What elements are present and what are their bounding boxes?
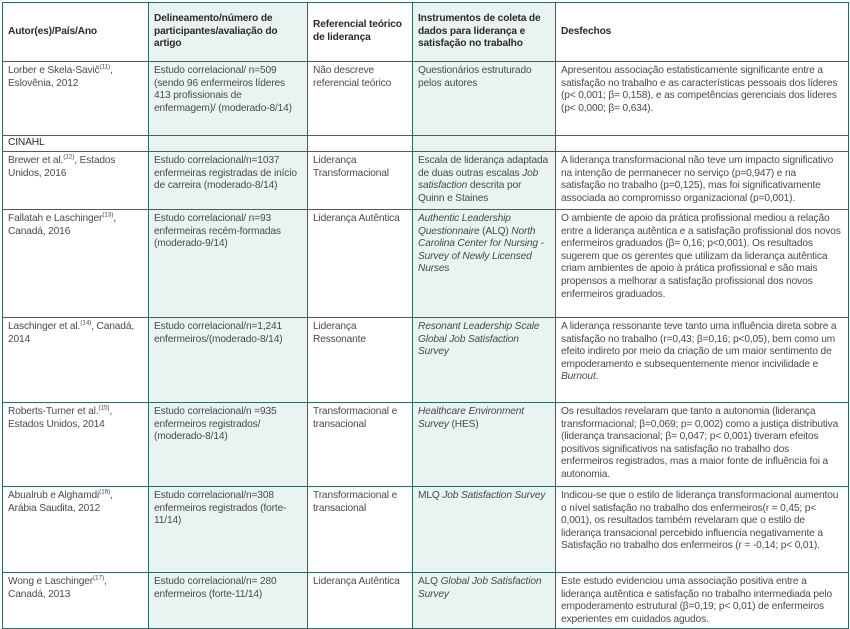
header-row xyxy=(3,3,849,62)
cell-design: Estudo correlacional/ n=509 (sendo 96 enfermeiros líderes 413 profissionais de enfermagem)/ (moderado-8/14) xyxy=(149,62,308,136)
cell-outcomes: Este estudo evidenciou uma associação positiva entre a liderança autêntica e satisfação no trabalho intermediada pelo empoderamento estrutural (β=0,19; p< 0,01) de enfermeiros experientes em cuidados agudos. xyxy=(556,573,849,629)
section-row xyxy=(3,136,849,152)
cell-instruments xyxy=(413,210,556,318)
cell-empty xyxy=(149,136,308,152)
cell-instruments xyxy=(413,403,556,487)
cell-framework: Não descreve referencial teórico xyxy=(308,62,413,136)
table-row xyxy=(3,62,849,136)
instrument-text: (ALQ) xyxy=(479,225,512,237)
header-outcomes: Desfechos xyxy=(556,3,849,62)
author-details: , Canadá, 2016 xyxy=(8,213,116,237)
header-design: Delineamento/número de participantes/avaliação do artigo xyxy=(149,3,308,62)
table-row xyxy=(3,152,849,210)
author-details: , Eslovênia, 2012 xyxy=(8,65,113,89)
cell-outcomes xyxy=(556,318,849,403)
cell-empty xyxy=(413,136,556,152)
cell-design: Estudo correlacional/n=308 enfermeiros registrados (forte-11/14) xyxy=(149,487,308,573)
cell-framework: Liderança Autêntica xyxy=(308,573,413,629)
table-row xyxy=(3,210,849,318)
instrument-title: Authentic Leadership Questionnaire xyxy=(418,213,511,237)
cell-design: Estudo correlacional/n=1,241 enfermeiros/(moderado-8/14) xyxy=(149,318,308,403)
table-row xyxy=(3,487,849,573)
reference-number: (17) xyxy=(93,574,105,582)
author-details: , Estados Unidos, 2014 xyxy=(8,406,113,430)
outcome-text: A liderança ressonante teve tanto uma influência direta sobre a satisfação no trabalho (r=0,43; β=0,16; p<0,05), bem como um efeito indireto por meio da criação de um maior sentimento de empoderamento e subsequentemente menor incivilidade e xyxy=(561,321,837,370)
cell-author xyxy=(3,403,149,487)
author-name: Fallatah e Laschinger xyxy=(8,213,103,224)
reference-number: (11) xyxy=(99,63,111,71)
instrument-text: (HES) xyxy=(448,418,479,430)
cell-design: Estudo correlacional/n=1037 enfermeiras registradas de início de carreira (moderado-8/14) xyxy=(149,152,308,210)
reference-number: (16) xyxy=(99,488,111,496)
cell-empty xyxy=(308,136,413,152)
cell-outcomes: O ambiente de apoio da prática profissional mediou a relação entre a liderança autêntica e a satisfação profissional dos novos enfermeiros graduados (β= 0,16; p<0,001). Os resultados sugerem que os gerentes que utilizam da liderança autêntica criam ambientes de apoio à prática profissional e são mais propensos a melhorar a satisfação profissional dos novos enfermeiros graduados. xyxy=(556,210,849,318)
review-table xyxy=(2,2,849,629)
author-name: Wong e Laschinger xyxy=(8,576,94,587)
author-details: , Canadá, 2014 xyxy=(8,321,135,345)
cell-framework: Liderança Ressonante xyxy=(308,318,413,403)
outcome-term: Burnout xyxy=(561,371,596,383)
instrument-title: North Carolina Center for Nursing - Survey of Newly Licensed Nurses xyxy=(418,225,544,275)
table-row xyxy=(3,403,849,487)
author-name: Abualrub e Alghamdi xyxy=(8,490,100,501)
cell-author xyxy=(3,487,149,573)
cell-design: Estudo correlacional/ n=93 enfermeiras recém-formadas (moderado-9/14) xyxy=(149,210,308,318)
reference-number: (15) xyxy=(98,404,110,412)
cell-empty xyxy=(556,136,849,152)
table-row xyxy=(3,318,849,403)
instrument-text: Escala de liderança adaptada de duas outras escalas xyxy=(418,155,549,179)
author-name: Roberts-Turner et al. xyxy=(8,406,99,417)
cell-author xyxy=(3,210,149,318)
cell-outcomes: Os resultados revelaram que tanto a autonomia (liderança transformacional; β=0,069; p= 0,002) como a justiça distributiva (liderança transacional; β= 0,047; p< 0,001) tiveram efeitos positivos significativos na satisfação no trabalho dos enfermeiros registrados, mas a maior fonte de influência foi a autonomia. xyxy=(556,403,849,487)
instrument-text: descrita por Quinn e Staines xyxy=(418,180,522,204)
cell-framework: Transformacional e transacional xyxy=(308,403,413,487)
instrument-title: Global Job Satisfaction Survey xyxy=(418,576,542,600)
author-name: Laschinger et al. xyxy=(8,321,81,332)
author-details: , Canadá, 2013 xyxy=(8,576,107,600)
cell-outcomes: Indicou-se que o estilo de liderança transformacional aumentou o nível satisfação no trabalho dos enfermeiros(r = 0,45; p< 0,001), os resultados também revelaram que o estilo de liderança transacional percebido influencia negativamente a Satisfação no trabalho dos enfermeiros (r = -0,14; p< 0,01). xyxy=(556,487,849,573)
cell-author xyxy=(3,62,149,136)
author-name: Brewer et al. xyxy=(8,155,64,166)
header-instruments: Instrumentos de coleta de dados para liderança e satisfação no trabalho xyxy=(413,3,556,62)
author-details: , Arábia Saudita, 2012 xyxy=(8,490,113,514)
instrument-title: Job satisfaction xyxy=(418,167,539,192)
header-author: Autor(es)/País/Ano xyxy=(3,3,149,62)
cell-design: Estudo correlacional/n =935 enfermeiros registrados/ (moderado-8/14) xyxy=(149,403,308,487)
cell-instruments xyxy=(413,318,556,403)
cell-author xyxy=(3,573,149,629)
cell-design: Estudo correlacional/n= 280 enfermeiros (forte-11/14) xyxy=(149,573,308,629)
instrument-text: ALQ xyxy=(418,576,441,587)
author-details: , Estados Unidos, 2016 xyxy=(8,155,116,179)
cell-framework: Transformacional e transacional xyxy=(308,487,413,573)
author-name: Lorber e Skela-Savič xyxy=(8,65,100,76)
cell-instruments: Questionários estruturado pelos autores xyxy=(413,62,556,136)
instrument-title: Job Satisfaction Survey xyxy=(442,490,546,501)
table-row xyxy=(3,573,849,629)
header-framework: Referencial teórico de liderança xyxy=(308,3,413,62)
outcome-text: . xyxy=(595,371,599,383)
reference-number: (13) xyxy=(102,211,114,219)
instrument-text: MLQ xyxy=(418,490,443,501)
cell-instruments xyxy=(413,573,556,629)
cell-instruments xyxy=(413,487,556,573)
cell-framework: Liderança Transformacional xyxy=(308,152,413,210)
instrument-title: Healthcare Environment Survey xyxy=(418,406,524,430)
cell-framework: Liderança Autêntica xyxy=(308,210,413,318)
reference-number: (12) xyxy=(63,153,75,161)
cell-author xyxy=(3,152,149,210)
section-label: CINAHL xyxy=(3,136,149,152)
cell-author xyxy=(3,318,149,403)
cell-outcomes: A liderança transformacional não teve um impacto significativo na intenção de permanecer no serviço (p=0,947) e na satisfação no trabalho (p=0,125), mas foi significativamente associada ao compromisso organizacional (p=0,001). xyxy=(556,152,849,210)
cell-outcomes: Apresentou associação estatisticamente significante entre a satisfação no trabalho e as características pessoais dos líderes (p< 0,001; β= 0,158), e as competências gerenciais dos líderes (p< 0,000; β= 0,634). xyxy=(556,62,849,136)
instrument-title: Resonant Leadership Scale Global Job Satisfaction Survey xyxy=(418,321,540,358)
reference-number: (14) xyxy=(80,319,92,327)
cell-instruments xyxy=(413,152,556,210)
